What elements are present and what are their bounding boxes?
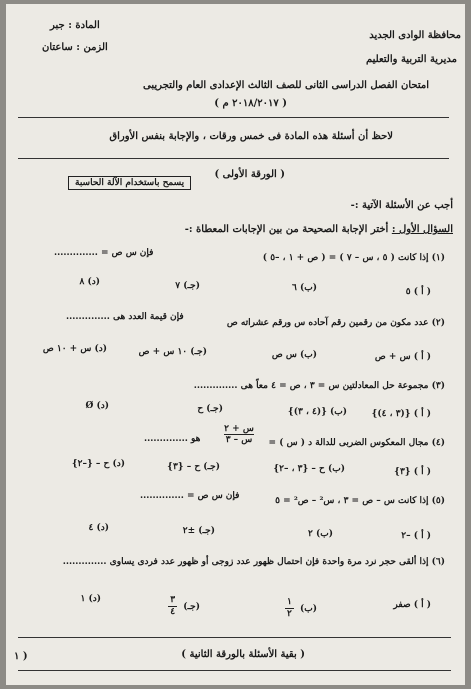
q1-3-choice-b: (ب) {(٤ ، ٣)} — [287, 407, 347, 417]
paper-label: ( الورقة الأولى ) — [214, 169, 285, 180]
q1-4-choice-d: (د) ح – {–٢} — [71, 459, 125, 469]
fraction-denominator: ٢ — [287, 609, 292, 619]
q1-6-choice-c — [168, 595, 200, 618]
q1-2-choice-d: (د) س + ١٠ ص — [42, 344, 107, 354]
q1-5-choice-a: ( أ ) –٢ — [401, 531, 431, 541]
exam-title: امتحان الفصل الدراسى الثانى للصف الثالث الإعدادى العام والتجريبى — [143, 80, 429, 91]
q1-2-choice-a: ( أ ) س + ص — [374, 352, 431, 362]
note: لاحظ أن أسئلة هذه المادة فى خمس ورقات ، والإجابة بنفس الأوراق — [109, 131, 393, 142]
q1-3-choice-c: (جـ) ح — [197, 404, 223, 414]
q1-5-choice-c: (جـ) ±٢ — [182, 526, 215, 536]
choice-b-fraction — [285, 597, 294, 620]
divider — [18, 637, 451, 638]
q1-2-stem: (٢) عدد مكون من رقمين رقم آحاده س ورقم عشراته ص — [226, 318, 445, 328]
fraction-numerator: ٣ — [170, 595, 176, 605]
governorate: محافظة الوادى الجديد — [369, 30, 461, 41]
exam-sheet — [6, 4, 465, 685]
footer-note: ( بقية الأسئلة بالورقة الثانية ) — [181, 649, 305, 660]
q1-3-choice-a: ( أ ) {(٣ ، ٤)} — [371, 409, 431, 419]
q1-label: السؤال الأول : — [391, 224, 453, 235]
q1-1-choice-b: (ب) ٦ — [292, 283, 317, 293]
q1-1-tail: فإن س ص = .............. — [54, 248, 154, 258]
q1-5-tail: فإن س ص = .............. — [140, 491, 240, 501]
choice-b-label: (ب) — [300, 604, 317, 614]
fraction-numerator: س + ٢ — [224, 424, 254, 434]
directorate: مديرية التربية والتعليم — [365, 54, 457, 65]
q1-5-stem: (٥) إذا كانت س – ص = ٣ ، س² – ص² = ٥ — [275, 496, 445, 506]
fraction-numerator: ١ — [287, 597, 292, 607]
q1-1-choice-d: (د) ٨ — [79, 277, 100, 287]
divider — [18, 158, 449, 159]
q1-6-choice-b — [285, 597, 317, 620]
q1-heading — [185, 224, 453, 235]
q1-2-choice-b: (ب) س ص — [271, 350, 317, 360]
q1-6-choice-d: (د) ١ — [80, 594, 101, 604]
divider — [18, 670, 451, 671]
choice-c-label: (جـ) — [183, 602, 200, 612]
q1-4-choice-c: (جـ) ح – {٣} — [167, 462, 220, 472]
q1-1-choice-a: ( أ ) ٥ — [405, 287, 431, 297]
q1-5-choice-d: (د) ٤ — [88, 523, 109, 533]
q1-5-choice-b: (ب) ٢ — [308, 529, 333, 539]
q1-2-tail: فإن قيمة العدد هى .............. — [66, 312, 184, 322]
q1-2-choice-c: (جـ) ١٠ س + ص — [138, 347, 207, 357]
calculator-box: يسمح باستخدام الآلة الحاسبة — [68, 176, 191, 190]
q1-6-stem: (٦) إذا ألقى حجر نرد مرة واحدة فإن احتمال ظهور عدد زوجى أو ظهور عدد فردى يساوى .............. — [62, 557, 445, 567]
choice-c-fraction — [168, 595, 177, 618]
q1-4-fraction — [224, 424, 254, 445]
q1-3-choice-d: (د) Ø — [85, 401, 109, 411]
q1-3-stem: (٣) مجموعة حل المعادلتين س = ٣ ، ص = ٤ معاً هى .............. — [193, 381, 445, 391]
fraction-denominator: ٤ — [170, 607, 176, 617]
q1-6-choice-a: ( أ ) صفر — [393, 600, 431, 610]
page-number: ( ١ — [14, 651, 28, 662]
subject: المادة : جبر — [50, 20, 100, 31]
q1-text: أختر الإجابة الصحيحة من بين الإجابات المعطاة :- — [184, 224, 389, 235]
q1-1-stem: (١) إذا كانت ( ٥ ، س – ٧ ) = ( ص + ١ ، –٥ ) — [262, 253, 445, 263]
divider — [18, 117, 449, 118]
time: الزمن : ساعتان — [42, 42, 108, 53]
instruction: أجب عن الأسئلة الآتية :- — [350, 200, 453, 211]
exam-year: ( ٢٠١٨/٢٠١٧ م ) — [214, 98, 287, 109]
q1-4-choice-a: ( أ ) {٣} — [394, 467, 431, 477]
fraction-denominator: س – ٣ — [225, 435, 253, 445]
q1-4-tail: هو .............. — [144, 434, 201, 444]
q1-4-stem: (٤) مجال المعكوس الضربى للدالة د ( س ) = — [268, 438, 445, 448]
q1-1-choice-c: (جـ) ٧ — [175, 281, 200, 291]
q1-4-choice-b: (ب) ح – {٣ ، –٢} — [273, 464, 345, 474]
